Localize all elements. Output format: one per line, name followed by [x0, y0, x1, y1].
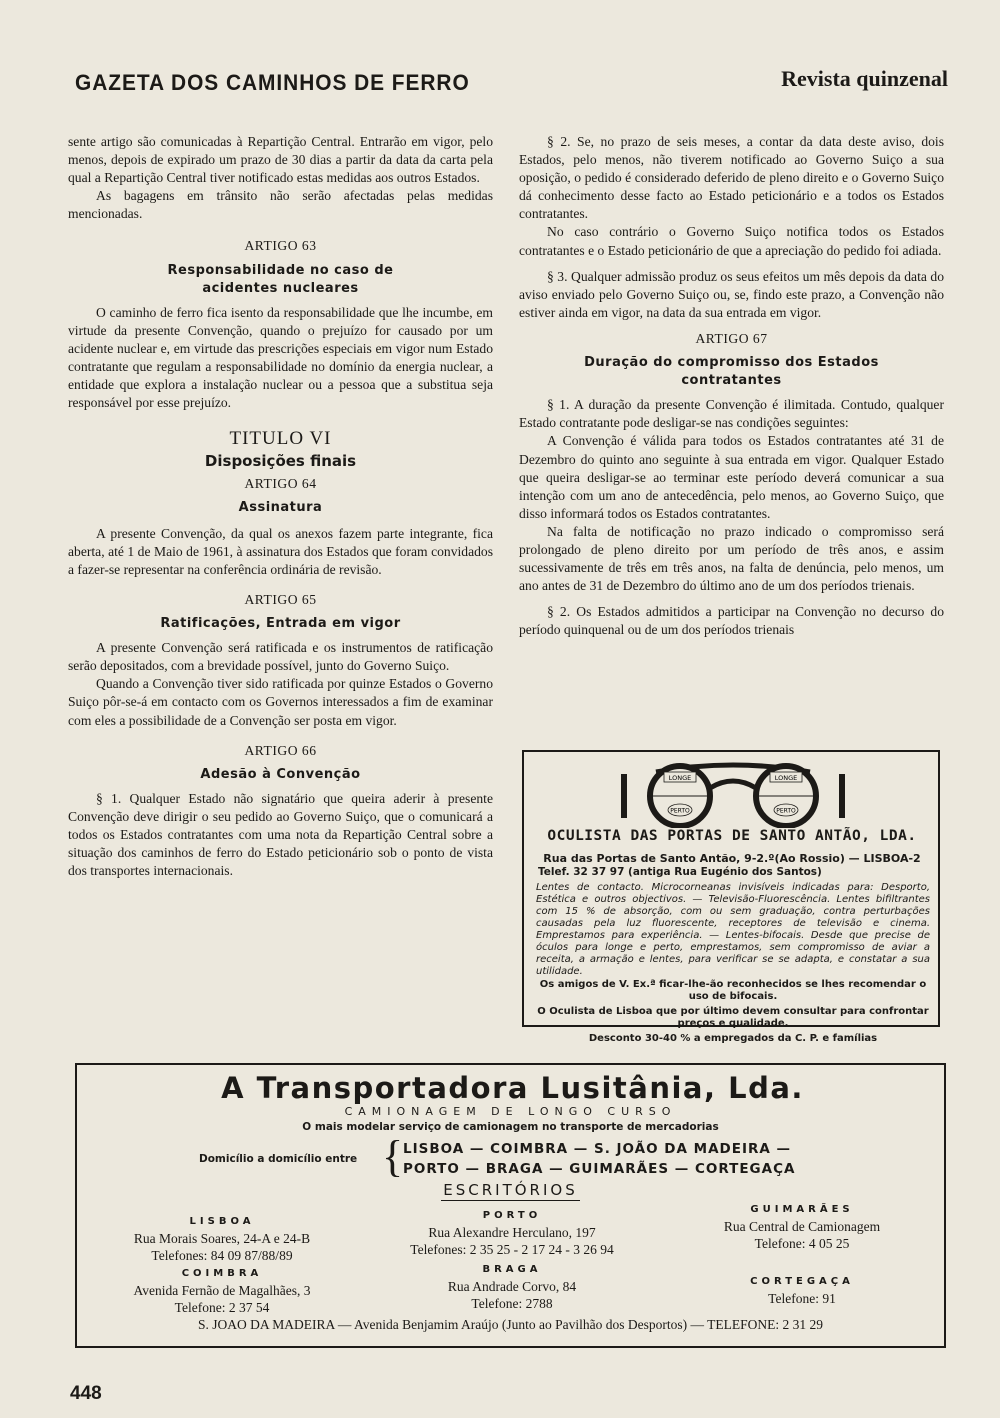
- paragraph: Quando a Convenção tiver sido ratificada por quinze Estados o Governo Suiço pôr-se-á em contacto com os Governos interessados a fim de examinar com eles a possibilidade de a Convenção ser posta em vigor.: [68, 676, 493, 728]
- office-phone: Telefone: 4 05 25: [754, 1236, 850, 1251]
- brace-divider: {: [382, 1132, 404, 1181]
- article-heading: Adesão à Convenção: [200, 766, 361, 782]
- office-sao-joao-da-madeira: S. JOAO DA MADEIRA — Avenida Benjamim Araújo (Junto ao Pavilhão dos Desportos) — TELEFONE: 2 31 29: [198, 1317, 823, 1332]
- article-heading: Responsabilidade no caso de acidentes nucleares: [167, 262, 394, 296]
- journal-title: GAZETA DOS CAMINHOS DE FERRO: [75, 70, 470, 95]
- office-phone: Telefone: 2788: [471, 1296, 553, 1311]
- office-city: COIMBRA: [181, 1268, 263, 1279]
- transportadora-advertisement: [75, 1063, 946, 1348]
- paragraph: sente artigo são comunicadas à Repartição Central. Entrarão em vigor, pelo menos, depois de expirado um prazo de 30 dias a partir da data da carta pela qual a Repartição Central tiver notificado estas medidas aos outros Estados.: [68, 134, 493, 186]
- paragraph: O caminho de ferro fica isento da responsabilidade que lhe incumbe, em virtude da presente Convenção, quando o prejuízo for causado por um acidente nuclear e, em virtude das prescrições especiais em vigor num Estado contratante que regulam a responsabilidade no domínio da energia nuclear, a entidade que explora a instalação nuclear ou a pessoa que a substitua seja responsável por esse prejuízo.: [68, 304, 493, 411]
- article-number: ARTIGO 64: [244, 475, 317, 491]
- ad-slogan: O Oculista de Lisboa que por último devem consultar para confrontar preços e qualidade.: [537, 1006, 929, 1029]
- lens-label-far: LONGE: [774, 774, 798, 782]
- article-heading: Assinatura: [238, 499, 323, 515]
- oculista-advertisement: [522, 750, 940, 1044]
- paragraph: Na falta de notificação no prazo indicado o compromisso será prolongado de pleno direito por um período de três anos, e assim sucessivamente de três em três anos, na falta de denúncia, pelo menos, um ano antes de 31 de Dezembro do último ano de um dos períodos trienais.: [519, 523, 944, 594]
- company-description: O mais modelar serviço de camionagem no transporte de mercadorias: [302, 1121, 719, 1133]
- route-line: LISBOA — COIMBRA — S. JOÃO DA MADEIRA —: [403, 1141, 792, 1157]
- company-name: A Transportadora Lusitânia, Lda.: [221, 1071, 804, 1105]
- route-line: PORTO — BRAGA — GUIMARÃES — CORTEGAÇA: [403, 1161, 796, 1177]
- office-phone: Telefone: 91: [768, 1291, 836, 1306]
- shop-name: OCULISTA DAS PORTAS DE SANTO ANTÃO, LDA.: [547, 828, 917, 844]
- paragraph: § 1. Qualquer Estado não signatário que queira aderir à presente Convenção deve dirigir o seu pedido ao Governo Suiço, que o comunicará a todos os Estados contratantes com uma nota da Repartição Central sobre a situação dos caminhos de ferro do Estado peticionário sob o ponto de vista dos transportes internacionais.: [68, 790, 493, 879]
- shop-address: Rua das Portas de Santo Antão, 9-2.º(Ao Rossio) — LISBOA-2: [543, 852, 921, 865]
- article-heading: Ratificações, Entrada em vigor: [160, 616, 401, 632]
- paragraph: As bagagens em trânsito não serão afectadas pelas medidas mencionadas.: [68, 188, 493, 222]
- page-number: 448: [70, 1383, 102, 1404]
- office-address: Avenida Fernão de Magalhães, 3: [133, 1283, 311, 1298]
- lens-label-near: PERTO: [670, 807, 690, 815]
- left-column: [68, 133, 493, 880]
- office-address: Rua Alexandre Herculano, 197: [428, 1225, 596, 1240]
- office-guimaraes: [657, 1201, 947, 1252]
- right-column: [519, 133, 944, 639]
- ad-discount: Desconto 30-40 % a empregados da C. P. e famílias: [588, 1033, 878, 1044]
- office-phone: Telefones: 84 09 87/88/89: [151, 1248, 293, 1263]
- office-phone: Telefone: 2 37 54: [174, 1300, 270, 1315]
- article-number: ARTIGO 65: [244, 591, 317, 607]
- spectacles-icon: [620, 756, 846, 828]
- ad-body: [536, 882, 930, 1045]
- article-number: ARTIGO 67: [695, 330, 768, 346]
- article-heading: Duração do compromisso dos Estados contratantes: [584, 355, 879, 389]
- office-braga: [367, 1261, 657, 1312]
- lens-label-near: PERTO: [776, 807, 796, 815]
- article-number: ARTIGO 66: [244, 742, 317, 758]
- article-number: ARTIGO 63: [244, 238, 317, 254]
- offices-heading: ESCRITÓRIOS: [443, 1181, 578, 1199]
- lens-label-far: LONGE: [668, 774, 692, 782]
- office-city: GUIMARÃES: [750, 1204, 854, 1215]
- paragraph: A presente Convenção, da qual os anexos fazem parte integrante, fica aberta, até 1 de Maio de 1961, à assinatura dos Estados que foram convidados a fazer-se representar na conferência ordinária de revisão.: [68, 525, 493, 577]
- office-address: Rua Morais Soares, 24-A e 24-B: [133, 1231, 311, 1246]
- office-address: Rua Andrade Corvo, 84: [447, 1279, 577, 1294]
- office-city: PORTO: [482, 1210, 542, 1221]
- ad-recommendation: Os amigos de V. Ex.ª ficar-lhe-ão reconhecidos se lhes recomendar o uso de bifocais.: [539, 979, 927, 1002]
- office-lisboa: [77, 1213, 367, 1264]
- shop-telephone: Telef. 32 37 97 (antiga Rua Eugénio dos Santos): [538, 866, 822, 878]
- office-city: CORTEGAÇA: [750, 1276, 854, 1287]
- paragraph: § 3. Qualquer admissão produz os seus efeitos um mês depois da data do aviso enviado pelo Governo Suiço ou, se, findo este prazo, a Convenção não estiver ainda em vigor, na data da sua entrada em vigor.: [519, 268, 944, 320]
- title-heading: Disposições finais: [204, 452, 357, 471]
- office-city: LISBOA: [189, 1216, 255, 1227]
- office-coimbra: [77, 1265, 367, 1316]
- service-label: Domicílio a domicílio entre: [199, 1153, 358, 1165]
- paragraph: § 2. Os Estados admitidos a participar na Convenção no decurso do período quinquenal ou de um dos períodos trienais: [519, 604, 944, 638]
- ad-description: Lentes de contacto. Microcorneanas invisíveis indicadas para: Desporto, Estética e outros objectivos. — Televisão-Fluorescência. Lentes bifiltrantes com 15 % de absorção, com ou sem graduação, contra perturbações causadas pela luz fluorescente, receptores de televisão e cinema. Emprestamos para experiência. — Lentes-bifocais. Desde que precise de óculos para longe e perto, emprestamos, sem compromisso de aviar a receita, a armação e lentes, para verificar se se adapta, e constatar a sua utilidade.: [536, 882, 930, 977]
- office-phone: Telefones: 2 35 25 - 2 17 24 - 3 26 94: [410, 1242, 614, 1257]
- company-tagline: CAMIONAGEM DE LONGO CURSO: [344, 1105, 677, 1118]
- paragraph: A presente Convenção será ratificada e os instrumentos de ratificação serão depositados, com a brevidade possível, junto do Governo Suiço.: [68, 640, 493, 674]
- service-routes: [403, 1139, 795, 1179]
- paragraph: § 1. A duração da presente Convenção é ilimitada. Contudo, qualquer Estado contratante pode desligar-se nas condições seguintes:: [519, 397, 944, 431]
- paragraph: No caso contrário o Governo Suiço notifica todos os Estados contratantes e o Estado peticionário de que a apreciação do pedido foi adiada.: [519, 224, 944, 258]
- paragraph: § 2. Se, no prazo de seis meses, a contar da data deste aviso, dois Estados, pelo menos, não tiverem notificado ao Governo Suiço a sua oposição, o pedido é considerado deferido de pleno direito e o Governo Suiço dá conhecimento desse facto ao Estado peticionário e a todos os Estados contratantes.: [519, 134, 944, 222]
- office-city: BRAGA: [482, 1264, 542, 1275]
- journal-subtitle: Revista quinzenal: [781, 66, 948, 91]
- office-cortegaca: [657, 1273, 947, 1307]
- office-porto: [367, 1207, 657, 1258]
- office-address: Rua Central de Camionagem: [723, 1219, 881, 1234]
- paragraph: A Convenção é válida para todos os Estados contratantes até 31 de Dezembro do quinto ano seguinte à sua entrada em vigor. Qualquer Estado que queira desligar-se ao terminar este período deverá comunicar a sua intenção com um ano de antecedência, pelo menos, ao Governo Suiço, que disso informará todos os Estados contratantes.: [519, 433, 944, 521]
- title-number: TITULO VI: [229, 428, 332, 450]
